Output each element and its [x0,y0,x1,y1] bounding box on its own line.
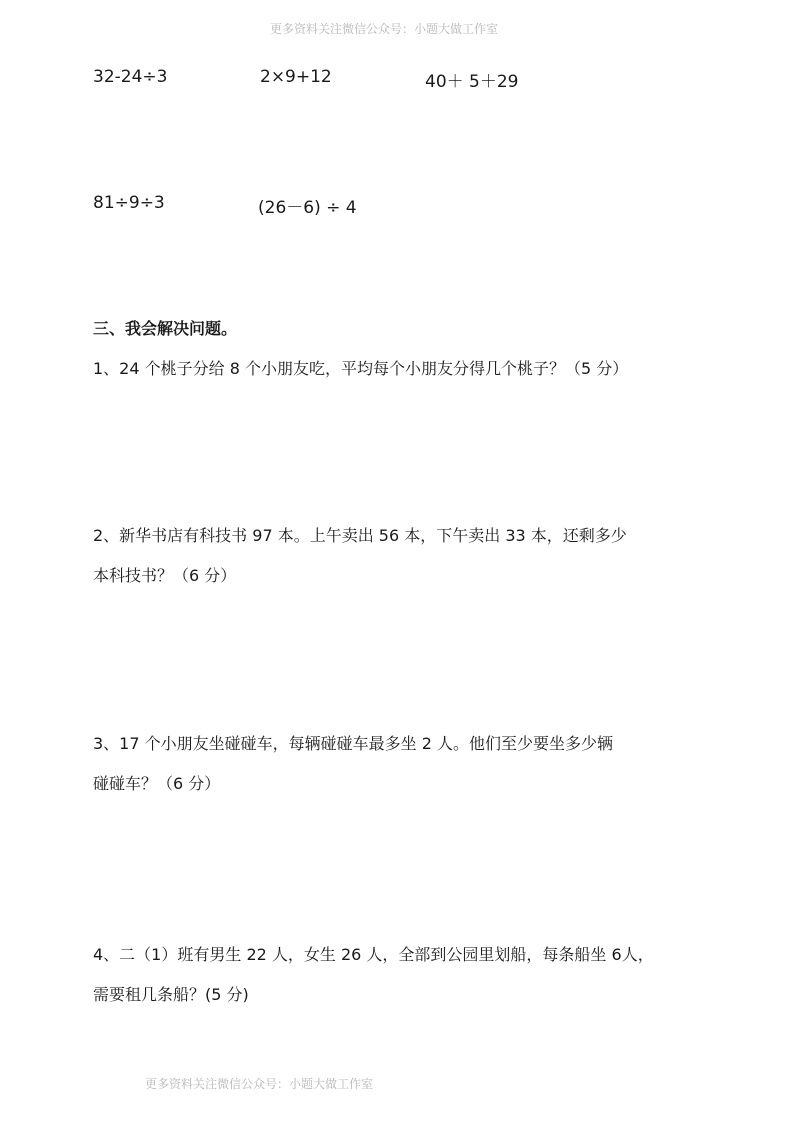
watermark-top: 更多资料关注微信公众号：小题大做工作室 [270,22,499,36]
word-problem-4 [93,935,713,1015]
problem-4-line-2: 需要租几条船？(5 分) [93,985,249,1004]
watermark-bottom: 更多资料关注微信公众号：小题大做工作室 [145,1077,374,1091]
word-problem-2 [93,516,713,596]
problem-3-line-2: 碰碰车？（6 分） [93,774,221,793]
problem-1-line-1: 1、24 个桃子分给 8 个小朋友吃，平均每个小朋友分得几个桃子？（5 分） [93,359,629,378]
problem-2-line-2: 本科技书？（6 分） [93,566,237,585]
problem-3-line-1: 3、17 个小朋友坐碰碰车，每辆碰碰车最多坐 2 人。他们至少要坐多少辆 [93,734,613,753]
calc-expression-5: (26－6) ÷ 4 [258,198,357,218]
calc-expression-2: 2×9+12 [260,67,332,87]
problem-4-line-1: 4、二（1）班有男生 22 人，女生 26 人，全部到公园里划船，每条船坐 6人， [93,945,654,964]
section-heading: 三、我会解决问题。 [93,319,238,338]
calc-expression-3: 40＋ 5＋29 [425,72,519,92]
problem-2-line-1: 2、新华书店有科技书 97 本。上午卖出 56 本，下午卖出 33 本，还剩多少 [93,526,627,545]
word-problem-3 [93,724,713,804]
word-problem-1 [93,349,713,389]
calc-expression-4: 81÷9÷3 [93,193,165,213]
calc-expression-1: 32-24÷3 [93,67,168,87]
